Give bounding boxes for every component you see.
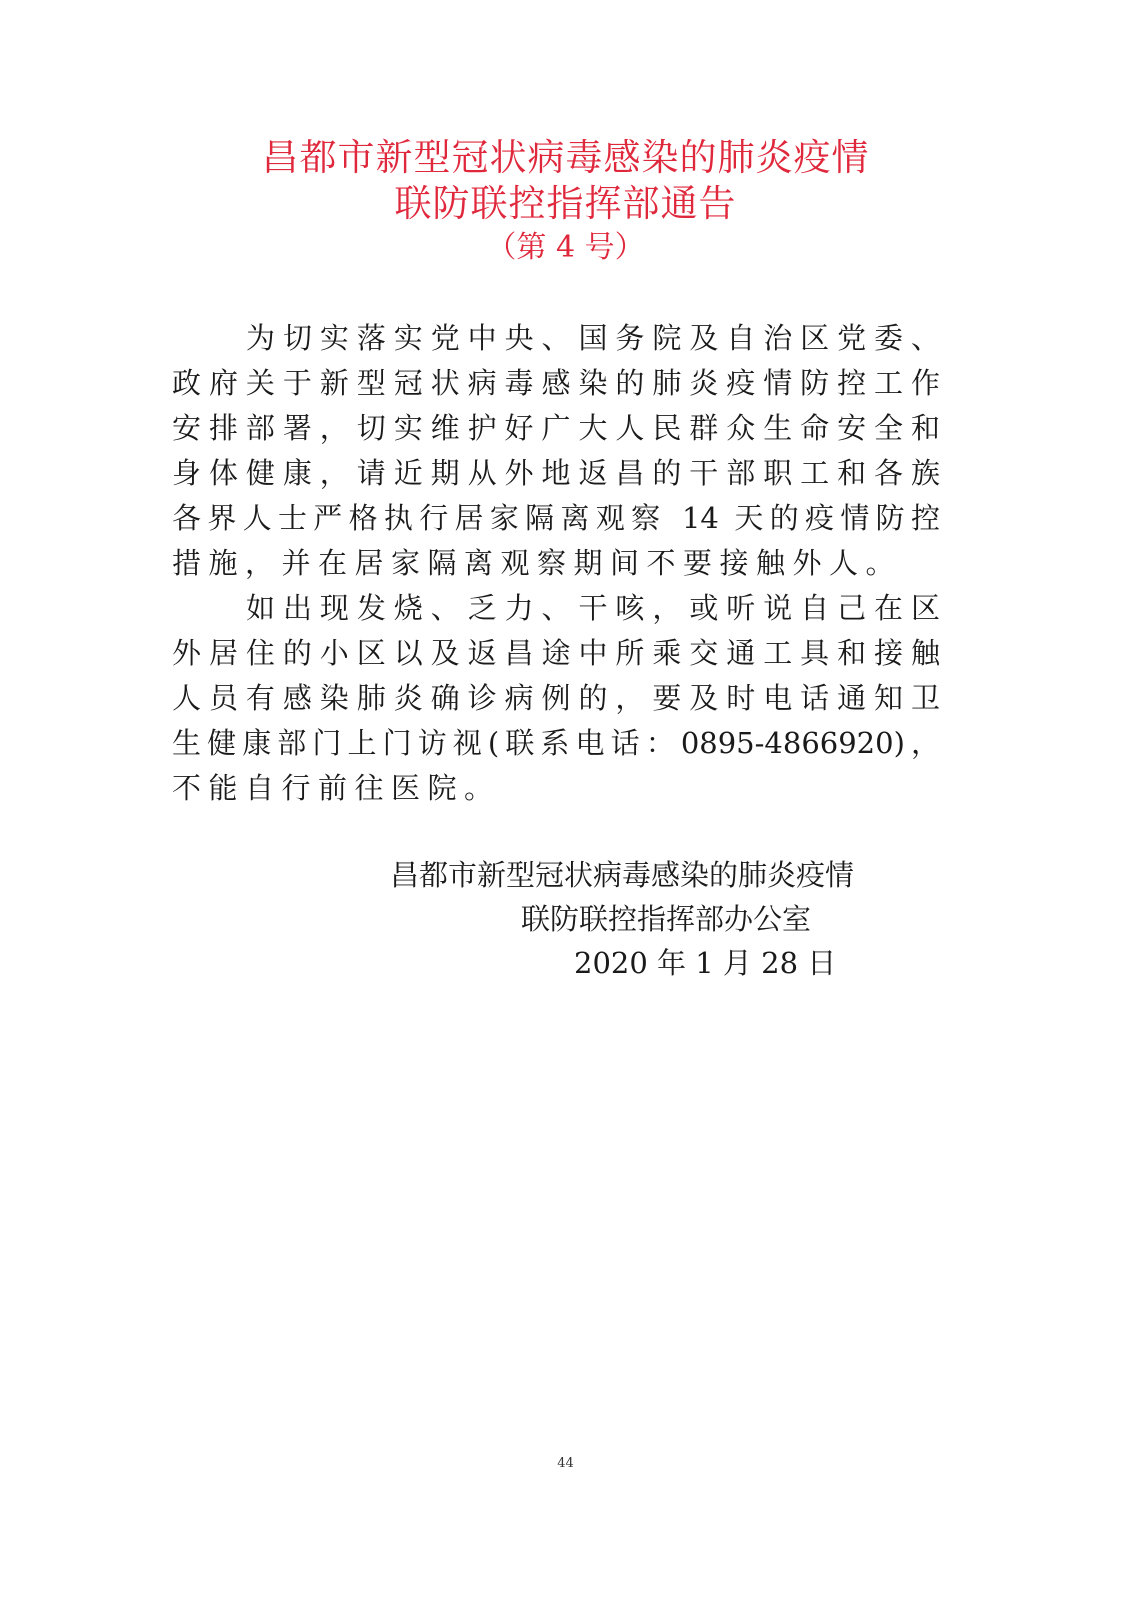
body-line: 措施，并在居家隔离观察期间不要接触外人。 — [172, 546, 903, 580]
body-line: 政府关于新型冠状病毒感染的肺炎疫情防控工作 — [172, 366, 940, 400]
body-line: 人员有感染肺炎确诊病例的，要及时电话通知卫 — [172, 681, 940, 715]
body-line: 外居住的小区以及返昌途中所乘交通工具和接触 — [172, 636, 940, 670]
body-line: 为切实落实党中央、国务院及自治区党委、 — [246, 321, 940, 355]
body-line: 生健康部门上门访视(联系电话：0895-4866920)， — [172, 726, 940, 760]
body-line: 不能自行前往医院。 — [172, 771, 501, 805]
body-line: 各界人士严格执行居家隔离观察 14 天的疫情防控 — [172, 501, 940, 535]
notice-title-line-2: 联防联控指挥部通告 — [394, 182, 737, 225]
signature-org-line-1: 昌都市新型冠状病毒感染的肺炎疫情 — [390, 858, 855, 892]
notice-number: （第 4 号） — [486, 230, 645, 265]
body-line: 身体健康，请近期从外地返昌的干部职工和各族 — [172, 456, 940, 490]
signature-org-line-2: 联防联控指挥部办公室 — [521, 902, 812, 936]
body-line: 安排部署，切实维护好广大人民群众生命安全和 — [172, 411, 940, 445]
body-line: 如出现发烧、乏力、干咳，或听说自己在区 — [246, 591, 940, 625]
notice-title-line-1: 昌都市新型冠状病毒感染的肺炎疫情 — [261, 136, 870, 179]
page-number: 44 — [557, 1456, 574, 1471]
signature-date: 2020 年 1 月 28 日 — [574, 946, 837, 980]
